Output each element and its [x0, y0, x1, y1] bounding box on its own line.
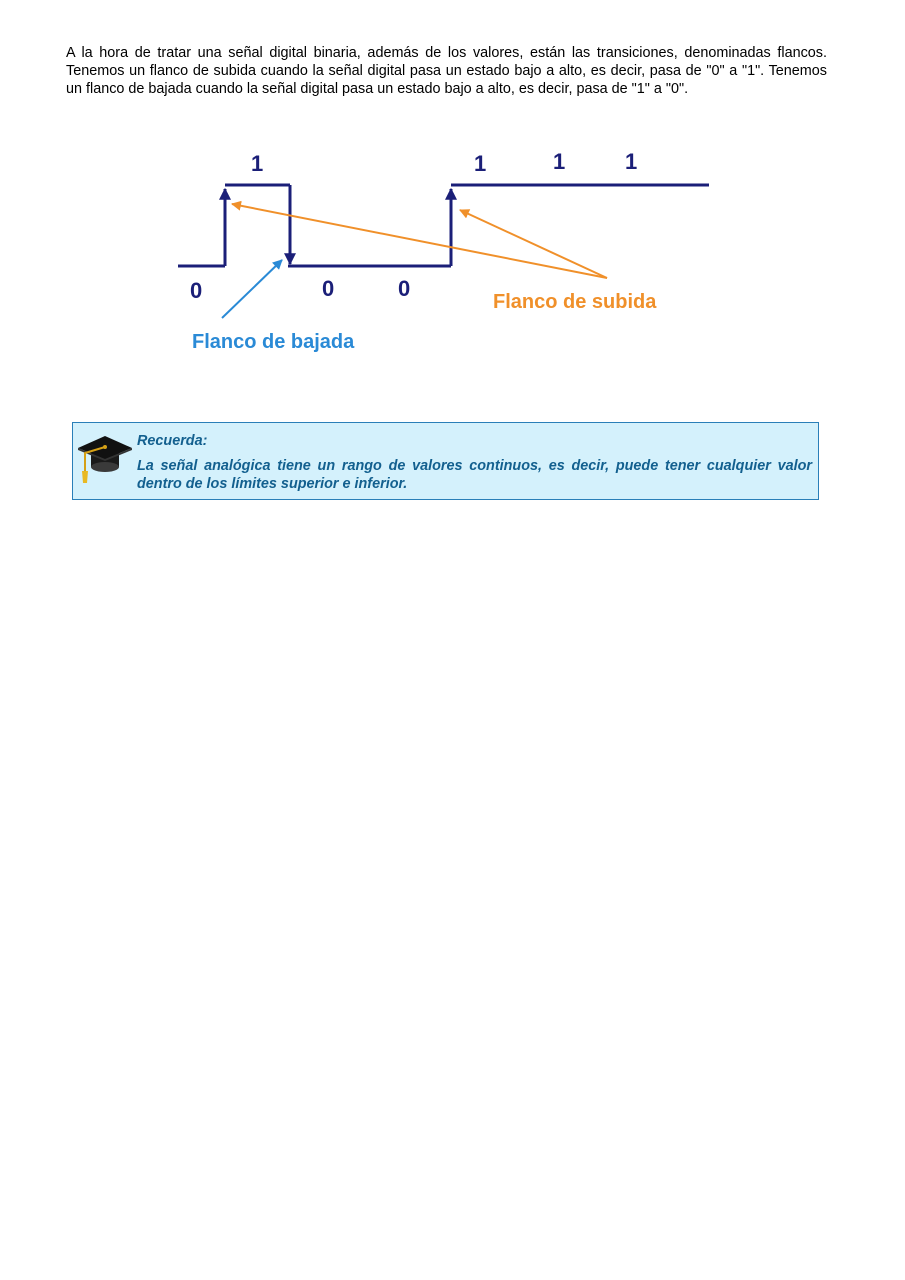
signal-svg	[170, 138, 720, 396]
bit-label: 1	[553, 149, 566, 174]
reminder-text: La señal analógica tiene un rango de valores continuos, es decir, puede tener cualquier valor dentro de los límites superior e inferior.	[137, 458, 812, 492]
graduation-cap-icon	[76, 429, 134, 485]
falling-pointer	[222, 260, 282, 318]
rising-edge-label: Flanco de subida	[493, 291, 657, 313]
intro-paragraph: A la hora de tratar una señal digital binaria, además de los valores, están las transiciones, denominadas flancos. Tenemos un flanco de subida cuando la señal digital pasa un estado bajo a alto, es decir, pasa de "0" a "1". Tenemos un flanco de bajada cuando la señal digital pasa un estado bajo a alto, es decir, pasa de "1" a "0".	[66, 45, 827, 97]
bit-label: 1	[251, 151, 264, 176]
rising-pointer-2	[460, 210, 607, 278]
bit-label: 1	[625, 149, 638, 174]
digital-signal-diagram	[170, 138, 720, 396]
bit-label: 0	[190, 278, 203, 303]
falling-edge-label: Flanco de bajada	[192, 331, 355, 353]
reminder-box	[72, 422, 819, 500]
reminder-title: Recuerda:	[137, 433, 208, 449]
bit-label: 1	[474, 151, 487, 176]
bit-label: 0	[398, 276, 411, 301]
bit-label: 0	[322, 276, 335, 301]
